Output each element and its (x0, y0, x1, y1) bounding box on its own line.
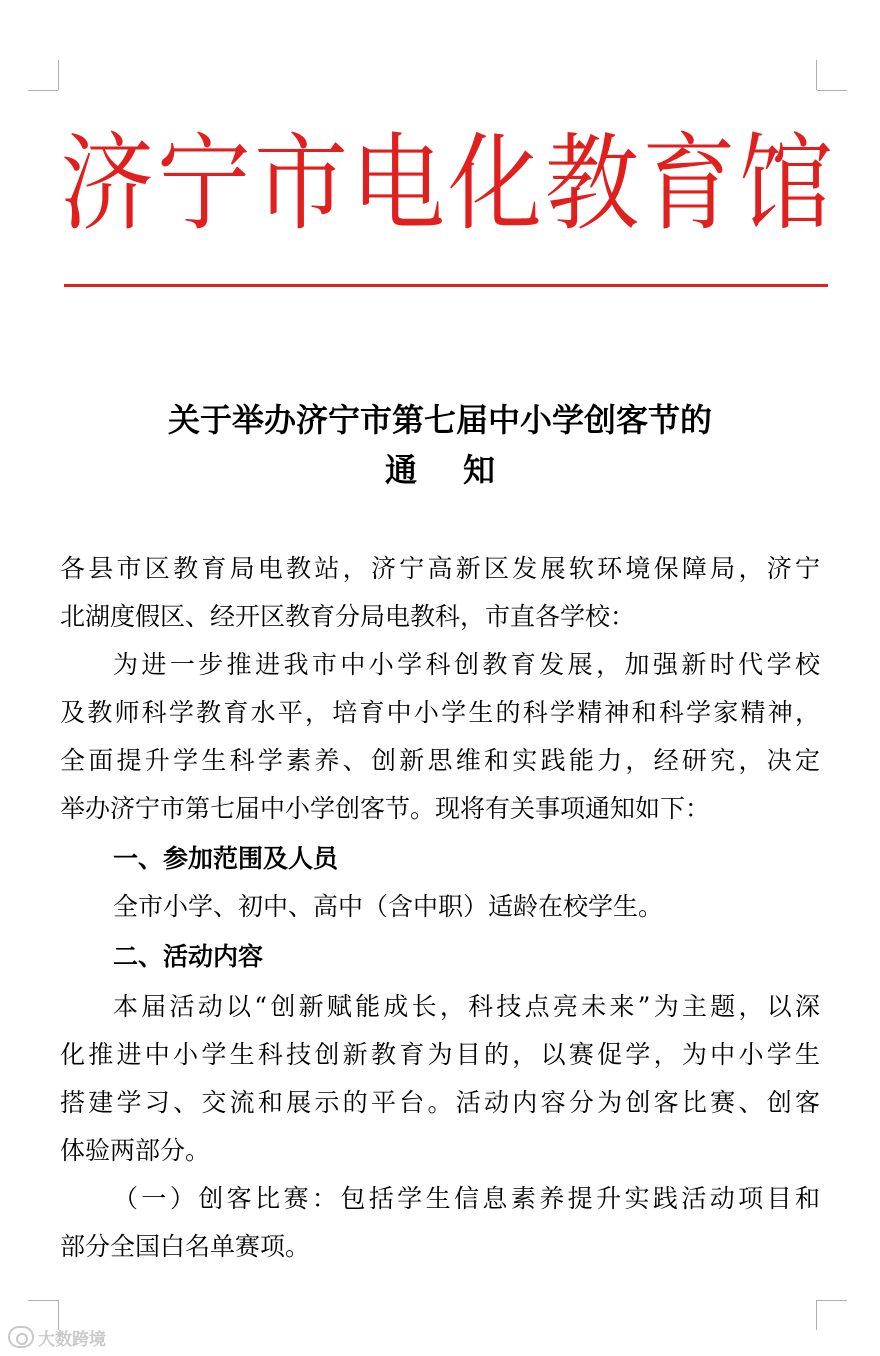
section1-heading: 一、参加范围及人员 (113, 844, 339, 873)
intro-line-2: 及教师科学教育水平，培育中小学生的科学精神和科学家精神， (60, 698, 820, 727)
intro-line-4: 举办济宁市第七届中小学创客节。现将有关事项通知如下： (60, 794, 711, 823)
addressee-line-2: 北湖度假区、经开区教育分局电教科，市直各学校： (60, 602, 636, 631)
document-title-word-b: 知 (463, 451, 496, 489)
crop-mark-top-right-v (816, 60, 817, 90)
section2-line-4: 体验两部分。 (60, 1136, 211, 1165)
crop-mark-bottom-right-v (816, 1300, 817, 1330)
crop-mark-bottom-left-h (28, 1300, 58, 1301)
section2-heading: 二、活动内容 (113, 942, 264, 971)
intro-line-3: 全面提升学生科学素养、创新思维和实践能力，经研究，决定 (60, 746, 820, 775)
document-title-line2 (60, 450, 820, 490)
section2-line-1: 本届活动以“创新赋能成长，科技点亮未来”为主题，以深 (113, 992, 820, 1021)
intro-line-1: 为进一步推进我市中小学科创教育发展，加强新时代学校 (113, 650, 820, 679)
subsection1-line-1: （一）创客比赛：包括学生信息素养提升实践活动项目和 (113, 1184, 820, 1213)
masthead-red-rule (64, 284, 828, 287)
crop-mark-top-left-v (58, 60, 59, 90)
crop-mark-bottom-right-h (817, 1300, 847, 1301)
section2-line-3: 搭建学习、交流和展示的平台。活动内容分为创客比赛、创客 (60, 1088, 820, 1117)
section2-line-2: 化推进中小学生科技创新教育为目的，以赛促学，为中小学生 (60, 1040, 820, 1069)
crop-mark-top-right-h (817, 90, 847, 91)
document-title-word-a: 通 (384, 451, 417, 489)
watermark-text: 大数跨境 (38, 1329, 106, 1350)
subsection1-line-2: 部分全国白名单赛项。 (60, 1232, 311, 1261)
masthead-title: 济宁市电化教育馆 (60, 123, 837, 246)
crop-mark-top-left-h (28, 90, 58, 91)
addressee-line-1: 各县市区教育局电教站，济宁高新区发展软环境保障局，济宁 (60, 554, 820, 583)
document-title-line1: 关于举办济宁市第七届中小学创客节的 (167, 401, 712, 439)
watermark (8, 1324, 106, 1350)
watermark-logo-icon (8, 1326, 34, 1348)
section1-text: 全市小学、初中、高中（含中职）适龄在校学生。 (113, 892, 664, 921)
